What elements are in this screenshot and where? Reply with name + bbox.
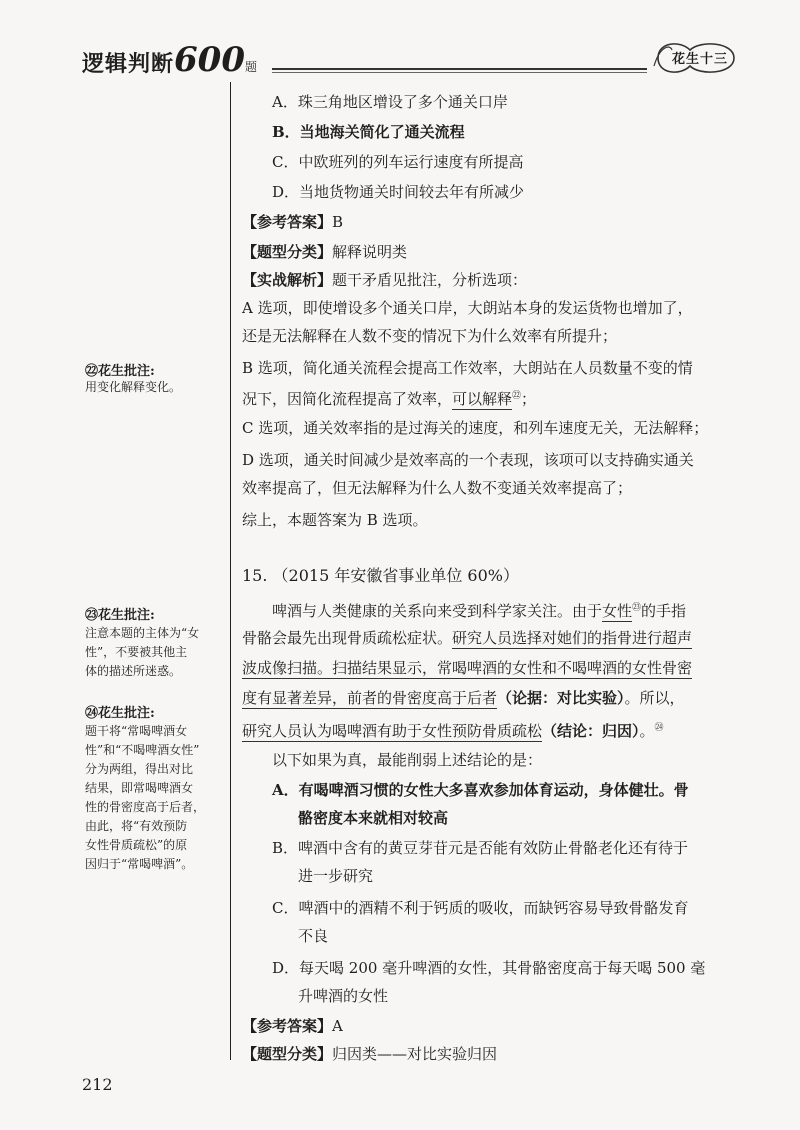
q14-summary: 综上，本题答案为 B 选项。: [242, 511, 428, 529]
note-23-line-2: 性”，不要被其他主: [85, 645, 188, 659]
q14-option-b: B．当地海关简化了通关流程: [272, 123, 465, 141]
q15-option-b-1: B．啤酒中含有的黄豆芽苷元是否能有效防止骨骼老化还有待于: [272, 839, 689, 857]
note-24-line-6: 由此，将“有效预防: [85, 819, 188, 833]
q15-type: 【题型分类】归因类——对比实验归因: [242, 1045, 498, 1063]
q15-option-c-1: C．啤酒中的酒精不利于钙质的吸收，而缺钙容易导致骨骼发育: [272, 899, 689, 917]
q15-stem-line-5: 研究人员认为喝啤酒有助于女性预防骨质疏松（结论：归因）。$^㉔$: [242, 722, 664, 740]
q14-analysis-a-2: 还是无法解释在人数不变的情况下为什么效率有所提升；: [242, 327, 618, 345]
note-22-line: 用变化解释变化。: [85, 380, 182, 394]
page-number: 212: [82, 1075, 113, 1094]
q15-stem-line-3: 波成像扫描。扫描结果显示，常喝啤酒的女性和不喝啤酒的女性骨密: [242, 659, 693, 677]
q14-analysis-b-1: B 选项，简化通关流程会提高工作效率，大朗站在人员数量不变的情: [242, 359, 693, 377]
brand-name: 花生十三: [672, 52, 729, 67]
margin-divider: [230, 82, 231, 1060]
note-23-line-3: 体的描述所迷惑。: [85, 664, 182, 678]
note-24-line-1: 题干将“常喝啤酒女: [85, 724, 188, 738]
q14-answer: 【参考答案】B: [242, 213, 344, 231]
note-24-line-7: 女性骨质疏松”的原: [85, 838, 188, 852]
note-22-title: ㉒花生批注:: [85, 364, 155, 379]
q14-analysis-d-2: 效率提高了，但无法解释为什么人数不变通关效率提高了；: [242, 479, 633, 497]
q15-option-a-1: A．有喝啤酒习惯的女性大多喜欢参加体育运动，身体健壮。骨: [272, 781, 689, 799]
q15-stem-line-4: 度有显著差异，前者的骨密度高于后者（论据：对比实验）。所以，: [242, 689, 685, 707]
q14-analysis-c: C 选项，通关效率指的是过海关的速度，和列车速度无关，无法解释；: [242, 419, 709, 437]
q15-option-c-2: 不良: [298, 927, 329, 945]
q14-analysis-a-1: A 选项，即使增设多个通关口岸，大朗站本身的发运货物也增加了，: [242, 299, 693, 317]
q15-stem-line-2: 骨骼会最先出现骨质疏松症状。研究人员选择对她们的指骨进行超声: [242, 629, 693, 647]
q15-question: 以下如果为真，最能削弱上述结论的是：: [272, 751, 543, 769]
header-rule: [272, 68, 647, 70]
q14-analysis-b-2: 况下，因简化流程提高了效率，可以解释$^㉒$；: [242, 390, 537, 408]
header-rule-thin: [272, 72, 647, 73]
q15-stem-line-1: 啤酒与人类健康的关系向来受到科学家关注。由于女性$^㉓$的手指: [272, 602, 687, 620]
note-23-title: ㉓花生批注:: [85, 608, 155, 623]
note-24-line-5: 性的骨密度高于后者，: [85, 800, 206, 814]
q15-answer: 【参考答案】A: [242, 1017, 343, 1035]
q15-option-d-1: D．每天喝 200 毫升啤酒的女性，其骨骼密度高于每天喝 500 毫: [272, 959, 706, 977]
q14-option-a: A．珠三角地区增设了多个通关口岸: [272, 93, 508, 111]
note-24-line-3: 分为两组，得出对比: [85, 762, 194, 776]
q15-option-d-2: 升啤酒的女性: [298, 987, 389, 1005]
q14-option-c: C．中欧班列的列车运行速度有所提高: [272, 153, 524, 171]
note-24-title: ㉔花生批注:: [85, 706, 155, 721]
q15-option-b-2: 进一步研究: [298, 867, 374, 885]
q15-option-a-2: 骼密度本来就相对较高: [298, 809, 449, 827]
q14-option-d: D．当地货物通关时间较去年有所减少: [272, 183, 525, 201]
note-23-line-1: 注意本题的主体为“女: [85, 626, 200, 640]
q14-analysis: 【实战解析】题干矛盾见批注，分析选项：: [242, 271, 528, 289]
book-title: 逻辑判断600题: [82, 40, 259, 80]
note-24-line-8: 因归于“常喝啤酒”。: [85, 857, 194, 871]
q14-type: 【题型分类】解释说明类: [242, 243, 408, 261]
note-24-line-4: 结果，即常喝啤酒女: [85, 781, 194, 795]
q15-heading: 15. （2015 年安徽省事业单位 60%）: [242, 566, 519, 585]
note-24-line-2: 性”和“不喝啤酒女性”: [85, 743, 200, 757]
q14-analysis-d-1: D 选项，通关时间减少是效率高的一个表现，该项可以支持确实通关: [242, 451, 694, 469]
